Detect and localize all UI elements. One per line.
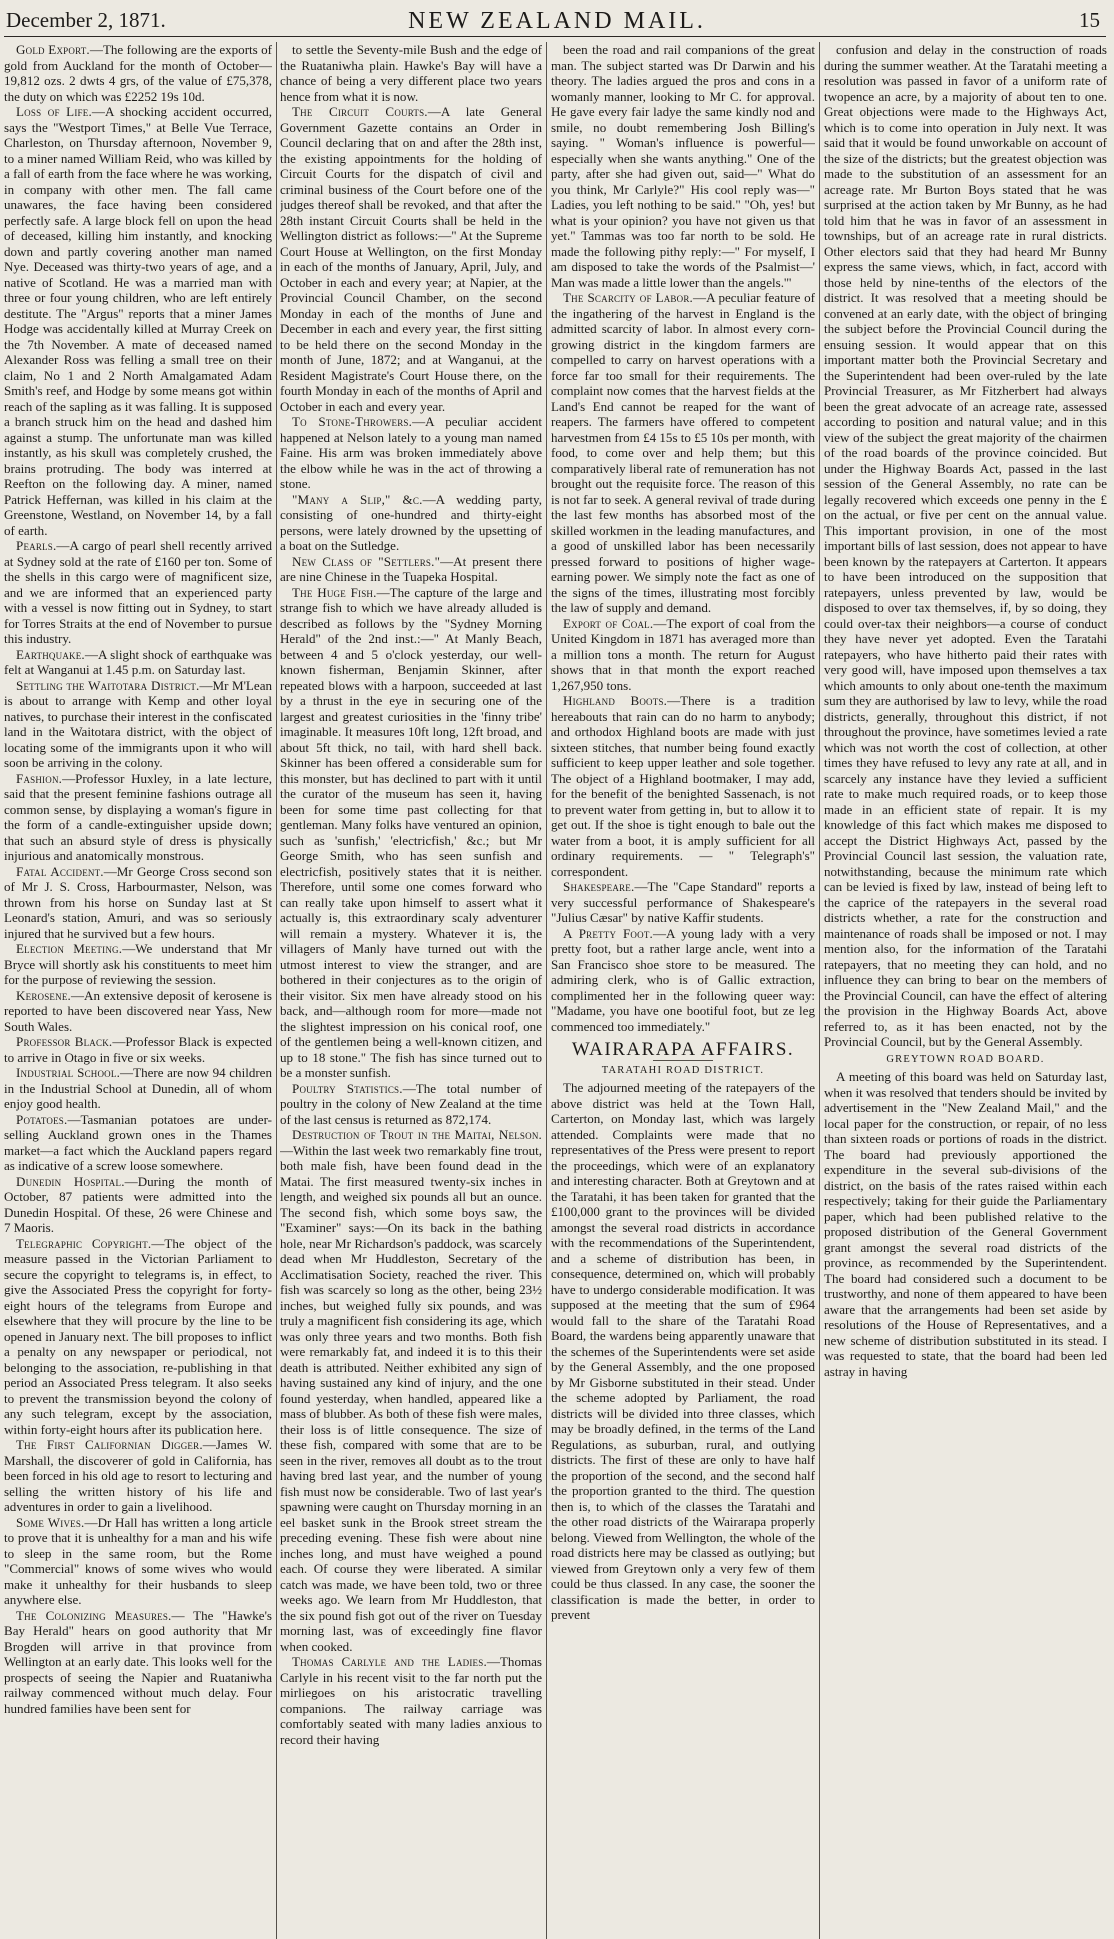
article-heading: Some Wives. <box>16 1514 85 1530</box>
article-heading: Thomas Carlyle and the Ladies. <box>292 1654 487 1669</box>
article-paragraph <box>551 693 815 879</box>
masthead-rule <box>4 36 1106 37</box>
article-text: —Mr M'Lean is about to arrange with Kemp and other loyal natives, to purchase their interest in the confiscated land in the Waitotara district, with the object of locating some of the immigrants upon it who will soon be arriving in the colony. <box>4 677 272 770</box>
article-heading: The Circuit Courts. <box>292 104 428 119</box>
article-text: The adjourned meeting of the ratepayers of the above district was held at the Town Hall, Carterton, on Monday last, which was largely attended. Complaints were made that no representatives of the Press were present to report the proceedings, which were of an explanatory and interesting character. Both at Greytown and at the Taratahi, it has been taken for granted that the £100,000 grant to the provinces will be divided amongst the several road districts in accordance with the recommendations of the Superintendent, and a scheme of distribution has been, in consequence, determined on, which will probably have to undergo considerable modification. It was supposed at the meeting that the sum of £964 would fall to the share of the Taratahi Road Board, the wardens being apparently unaware that the schemes of the Superintendents were set aside by the General Assembly, and the one proposed by Mr Gisborne substituted in their stead. Under the scheme adopted by Parliament, the road districts will be divided into three classes, which may be broadly defined, in the terms of the Land Regulations, as suburban, rural, and outlying districts. The first of these are only to have half the proportion of the second, and the second half the proportion granted to the third. The question then is, to which of the classes the Taratahi and the other road districts of the Wairarapa properly belong. Viewed from Wellington, the whole of the road districts here may be classed as outlying; but viewed from Greytown only a very few of them could be thus classed. In any case, the sooner the classification is made the better, in order to prevent <box>551 1080 815 1622</box>
article-text: —Mr George Cross second son of Mr J. S. Cross, Harbourmaster, Nelson, was thrown from his horse on Sunday last at St Leonard's station, Amuri, and was so seriously injured that he survived but a few hours. <box>4 863 272 941</box>
article-heading: To Stone-Throwers. <box>292 414 413 429</box>
article-paragraph <box>551 1080 815 1623</box>
issue-date: December 2, 1871. <box>6 8 166 32</box>
column-divider <box>276 42 277 1939</box>
article-heading: The First Californian Digger. <box>16 1437 203 1452</box>
article-paragraph <box>4 1515 272 1608</box>
article-text: —Tasmanian potatoes are under-selling Auckland grown ones in the Thames market—a fact which the Auckland papers regard as indicative of a screw loose somewhere. <box>4 1111 272 1173</box>
article-text: —The following are the exports of gold from Auckland for the month of October—19,812 ozs. 2 dwts 4 grs, of the value of £75,378, the duty on which was £2252 19s 10d. <box>4 42 272 104</box>
article-text: —Professor Black is expected to arrive in Otago in five or six weeks. <box>4 1034 272 1065</box>
article-text: —A cargo of pearl shell recently arrived at Sydney sold at the rate of £160 per ton. Some of the shells in this cargo were of magnificent size, and we are informed that an experienced party with a vessel is now fitting out in Sydney, to start for Torres Straits at the end of November to pursue this industry. <box>4 538 272 646</box>
article-paragraph <box>824 1069 1107 1379</box>
subsection-title: GREYTOWN ROAD BOARD. <box>886 1053 1045 1065</box>
article-heading: Telegraphic Copyright. <box>16 1235 152 1251</box>
article-paragraph <box>280 1127 542 1654</box>
article-heading: Election Meeting. <box>16 941 123 956</box>
article-paragraph <box>4 1112 272 1174</box>
subsection-title: TARATAHI ROAD DISTRICT. <box>601 1064 765 1076</box>
article-paragraph <box>551 879 815 926</box>
article-heading: Pearls. <box>16 538 57 553</box>
article-text: —A peculiar feature of the ingathering of the harvest in England is the admitted scarcity of labor. In almost every corn-growing district in the kingdom farmers are compelled to carry on harvest operations with a force far too small for their requirements. The complaint now comes that the harvest fields at the Land's End cannot be reaped for the want of reapers. The farmers have offered to competent harvestmen from £4 15s to £5 10s per month, with food, to come over and help them; but this comparatively liberal rate of remuneration has not brought out the requisite force. The reason of this is not far to seek. A general revival of trade during the last few months has absorbed most of the skilled workmen in the leading manufactures, and a good of unskilled labor has been necessarily pressed forward to positions of higher wage-earning power. We simply note the fact as one of the signs of the times, illustrating most forcibly the law of supply and demand. <box>551 290 815 615</box>
article-text: —The total number of poultry in the colony of New Zealand at the time of the last census is returned as 872,174. <box>280 1080 542 1127</box>
article-heading: New Class of "Settlers." <box>292 553 441 569</box>
article-text: —Within the last week two remarkably fine trout, both male fish, have been found dead in the Matai. The first measured twenty-six inches in length, and weighed six pounds all but an ounce. The second fish, which some boys saw, the "Examiner" says:—On its back in the bathing hole, near Mr Richardson's paddock, was scarcely dead when Mr Huddleston, Secretary of the Acclimatisation Society, reached the river. This fish was scarcely so long as the other, being 23½ inches, but weighed fully six pounds, and was truly a magnificent fish considering its age, which was only three years and two months. Both fish were remarkably fat, and indeed it is to this their death is attributed. Neither exhibited any sign of having sustained any kind of injury, and the one found yesterday, when handled, appeared like a mass of blubber. As both of these fish were males, their loss is of little consequence. The size of these fish, compared with some that are to be seen in the river, removes all doubt as to the trout having bred last year, and the number of young fish must now be considerable. Two of last year's spawning were caught on Thursday morning in an eel basket sunk in the Brook street stream the preceding evening. These fish were about nine inches long, and must have weighed a pound each. Of course they were liberated. A similar catch was made, we have been told, two or three weeks ago. We learn from Mr Huddleston, that the six pound fish got out of the river on Tuesday morning last, was of exceedingly fine flavor when cooked. <box>280 1142 542 1654</box>
article-heading: Professor Black. <box>16 1034 113 1049</box>
article-paragraph <box>4 941 272 988</box>
article-heading: The Huge Fish. <box>292 584 377 600</box>
article-paragraph <box>4 771 272 864</box>
article-paragraph <box>280 1081 542 1128</box>
article-paragraph <box>4 678 272 771</box>
article-paragraph <box>4 538 272 647</box>
article-text: —A peculiar accident happened at Nelson lately to a young man named Faine. His arm was broken immediately above the elbow while he was in the act of throwing a stone. <box>280 414 542 491</box>
article-heading: Dunedin Hospital. <box>16 1173 125 1189</box>
article-text: —The "Cape Standard" reports a very successful performance of Shakespeare's "Julius Cæsar" by native Kaffir students. <box>551 879 815 925</box>
article-paragraph <box>551 290 815 616</box>
column-divider <box>546 42 547 1939</box>
article-text: —A slight shock of earthquake was felt at Wanganui at 1.45 p.m. on Saturday last. <box>4 646 272 677</box>
article-text: —There is a tradition hereabouts that rain can do no harm to anybody; and orthodox Highland boots are made with just sixteen stitches, that number being found exactly sufficient to keep upper leather and sole together. The object of a Highland bootmaker, I may add, for the benefit of the benighted Sassenach, is not to prevent water from getting in, but to allow it to get out. If the shoe is tight enough to bale out the water from a boot, it is amply sufficient for all ordinary requirements. — " Telegraph's" correspondent. <box>551 693 815 879</box>
article-heading: A Pretty Foot. <box>563 925 653 941</box>
article-paragraph <box>551 926 815 1035</box>
article-paragraph <box>280 585 542 1081</box>
article-paragraph <box>4 988 272 1035</box>
article-text: confusion and delay in the construction of roads during the summer weather. At the Taratahi meeting a resolution was passed in favor of a uniform rate of twopence an acre, by a majority of about ten to one. Great objections were made to the Highways Act, which is to come into operation in July next. It was said that it would be found unworkable on account of the size of the districts; but the greatest objection was made to the substitution of an assessment for an acreage rate. Mr Burton Boys stated that he was surprised at the action taken by Mr Bunny, as he had told him that he was in favor of an assessment in townships, but of an acreage rate in rural districts. Other electors said that they had heard Mr Bunny express the same views, which, in fact, accord with those held by nine-tenths of the electors of the district. It was resolved that a meeting should be convened at an early date, with the object of bringing the subject before the Provincial Council during the ensuing session. It would appear that on this important matter both the Provincial Secretary and the Superintendent had been over-ruled by the late Provincial Treasurer, as Mr Fitzherbert had always been the great advocate of an acreage rate, assessed according to position and natural value; and in this view of the subject the great majority of the chairmen of the road boards of the province coincided. But under the Highway Boards Act, passed in the last session of the General Assembly, no rate can be legally recovered which exceeds one penny in the £ on the actual, or five per cent on the annual value. This important provision, in one of the most important bills of last session, does not appear to have been known by the ratepayers at Carterton. It appears to have been introduced on the supposition that ratepayers, unless prevented by law, would be disposed to over tax themselves, if, by so doing, they could over-tax their neighbors—a course of conduct they have never yet adopted. Even the Taratahi ratepayers, who have hitherto paid their rates with very good will, have imposed upon themselves a tax which amounts to only about one-tenth the maximum sum they are authorised by law to levy, while the road districts, generally, throughout this district, if not throughout the province, have sometimes levied a rate which was not worth the cost of collection, at other times they have refused to levy any rate at all, and in scarcely any instance have they levied a sufficient rate to make much required roads, or to keep those made in an efficient state of repair. It is my knowledge of this fact which makes me disposed to accept the District Highways Act, passed by the Provincial Council last session, the valuation rate, notwithstanding, because the minimum rate which can be levied is fixed by law, instead of being left to the caprice of the ratepayers in the several road districts whether, a rate for the construction and maintenance of roads shall be imposed or not. I may mention also, for the information of the Taratahi ratepayers, that no meeting they can hold, and no influence they can bring to bear on the members of the Provincial Council, can have the effect of altering the provision in the Highway Boards Act, above referred to, as it has been enacted, not by the Provincial Council, but by the General Assembly. <box>824 42 1107 1049</box>
article-text: —Professor Huxley, in a late lecture, said that the present feminine fashions outrage all common sense, by displaying a woman's figure in the form of a candle-extinguisher upside down; that such an absurd style of dress is physically injurious and anatomically monstrous. <box>4 770 272 863</box>
article-text: —James W. Marshall, the discoverer of gold in California, has been forced in his old age to resort to lecturing and selling the written history of his life and adventures in order to gain a livelihood. <box>4 1437 272 1514</box>
article-paragraph <box>4 1065 272 1112</box>
article-paragraph <box>4 1174 272 1236</box>
column-4 <box>824 42 1107 1939</box>
article-heading: Fatal Accident. <box>16 863 104 879</box>
article-paragraph <box>280 492 542 554</box>
section-title: WAIRARAPA AFFAIRS. <box>571 1039 795 1060</box>
article-text: —We understand that Mr Bryce will shortly ask his constituents to meet him for the purpose of reviewing the session. <box>4 941 272 987</box>
article-text: —Thomas Carlyle in his recent visit to the far north put the mirliegoes on his aristocratic travelling companions. The railway carriage was comfortably seated with many ladies anxious to record their having <box>280 1654 542 1747</box>
article-heading: Shakespeare. <box>563 879 635 894</box>
column-1 <box>4 42 272 1939</box>
article-paragraph <box>551 616 815 694</box>
newspaper-title: NEW ZEALAND MAIL. <box>408 8 706 34</box>
article-paragraph <box>280 1654 542 1747</box>
article-paragraph <box>4 104 272 538</box>
article-paragraph <box>4 42 272 104</box>
article-text: to settle the Seventy-mile Bush and the edge of the Ruataniwha plain. Hawke's Bay will have a chance of being a very different place two years hence from what it is now. <box>280 42 542 104</box>
article-paragraph <box>280 554 542 585</box>
article-heading: Potatoes. <box>16 1111 68 1127</box>
article-text: —During the month of October, 87 patients were admitted into the Dunedin Hospital. Of these, 26 were Chinese and 7 Maoris. <box>4 1173 272 1235</box>
article-paragraph <box>4 864 272 942</box>
article-heading: The Scarcity of Labor. <box>563 290 694 305</box>
article-heading: Industrial School. <box>16 1065 121 1080</box>
article-text: —The capture of the large and strange fish to which we have already alluded is described as follows by the "Sydney Morning Herald" of the 2nd inst.:—" At Manly Beach, between 4 and 5 o'clock yesterday, our well-known fisherman, Benjamin Skinner, after repeated blows with a harpoon, succeeded at last by a thrust in the eye in securing one of the largest and greatest curiosities in the 'finny tribe' imaginable. It measures 10ft long, 12ft broad, and about 5ft thick, no tail, with hard shell back. Skinner has been offered a considerable sum for this monster, but has declined to part with it until the curator of the museum has seen it, having been for some time past collecting for that gentleman. Many folks have ventured an opinion, such as 'sunfish,' 'electricfish,' &c.; but Mr George Smith, who has seen sunfish and electricfish, positively states that it is neither. Therefore, until some one comes forward who can really take upon himself to assert what it actually is, this extraordinary scaly adventurer will remain a mystery. Whatever it is, the villagers of Manly have turned out with the utmost interest to view the stranger, and are bothered in their conjectures as to the origin of their visitor. Six men have already stood on his back, and—although room for more—made not the slightest impression on his conical roof, one of the gentlemen being a well-known citizen, and up to 18 stone." The fish has since turned out to be a monster sunfish. <box>280 584 542 1080</box>
column-2 <box>280 42 542 1939</box>
article-paragraph <box>280 42 542 104</box>
article-paragraph <box>4 1437 272 1515</box>
article-paragraph <box>4 1608 272 1717</box>
article-heading: Kerosene. <box>16 987 71 1003</box>
article-text: —A late General Government Gazette contains an Order in Council declaring that on and after the 28th inst, the existing appointments for the holding of Circuit Courts for the dispatch of civil and criminal business of the Court before one of the judges thereof shall be revoked, and that after the 28th instant Circuit Courts shall be held in the Wellington district as follows:—" At the Supreme Court House at Wellington, on the first Monday in each of the months of January, April, July, and October in each and every year; at Napier, at the Provincial Council Chamber, on the second Monday in each of the months of June and December in each and every year, the first sitting to be held there on the second Monday in the month of June, 1872; and at Wanganui, at the Resident Magistrate's Court House there, on the fourth Monday in each of the months of April and October in each and every year. <box>280 104 542 414</box>
article-text: —At present there are nine Chinese in the Tuapeka Hospital. <box>280 553 542 584</box>
article-heading: "Many a Slip," &c. <box>292 491 423 507</box>
article-paragraph <box>4 1034 272 1065</box>
page-number: 15 <box>1079 8 1100 32</box>
article-text: —The export of coal from the United Kingdom in 1871 has averaged more than a million tons a month. The return for August shows that in that month the export reached 1,267,950 tons. <box>551 615 815 693</box>
column-3 <box>551 42 815 1939</box>
article-paragraph <box>280 414 542 492</box>
article-text: —There are now 94 children in the Industrial School at Dunedin, all of whom enjoy good health. <box>4 1065 272 1111</box>
article-paragraph <box>551 42 815 290</box>
article-paragraph <box>4 1236 272 1438</box>
column-divider <box>819 42 820 1939</box>
article-text: —A shocking accident occurred, says the "Westport Times," at Belle Vue Terrace, Charleston, on Thursday afternoon, November 9, to a miner named William Reid, who was killed by a fall of earth from the face where he was working, in company with other men. The fall came unawares, the face having been considered perfectly safe. A large block fell on upon the head of deceased, killing him instantly, and knocking down and partly covering another man named Nye. Deceased was thirty-two years of age, and a native of Scotland. He was a married man with three or four young children, who are left entirely destitute. The "Argus" reports that a miner James Hodge was accidentally killed at Murray Creek on the 7th November. A mate of deceased named Alexander Ross was felling a small tree on their claim, No 1 and 2 North Amalgamated Adam Smith's reef, and Hodge by some means got within reach of the sapling as it was falling. It is supposed a branch struck him on the head and dashed him against a stump. The unfortunate man was killed instantly, as his skull was completely crushed, the brains protruding. The body was interred at Reefton on the following day. A miner, named Patrick Heffernan, was killed in his claim at the Greenstone, Westland, on November 14, by a fall of earth. <box>4 104 272 538</box>
masthead <box>0 6 1114 40</box>
article-text: A meeting of this board was held on Saturday last, when it was resolved that tenders should be invited by advertisement in the "New Zealand Mail," and the local paper for the construction, or repair, of no less than sixteen roads or portions of roads in the district. The board had previously apportioned the expenditure in the several sub-divisions of the district, on the basis of the rates raised within each respectively; taking for their guide the Parliamentary paper, which had been published relative to the proposed distribution of the General Government grant amongst the several road districts of the province, as recommended by the Superintendent. The board had considered such a document to be trustworthy, and none of them appeared to have been aware that the arrangements had been set aside by resolutions of the House of Representatives, and a new scheme of distribution substituted in its stead. I was requested to state, that the board had been led astray in having <box>824 1069 1107 1379</box>
article-heading: Settling the Waitotara District. <box>16 677 200 693</box>
article-heading: The Colonizing Measures. <box>16 1607 172 1623</box>
article-paragraph <box>824 42 1107 1050</box>
article-text: —A wedding party, consisting of one-hundred and thirty-eight persons, were lately drowned by the upsetting of a boat on the Sutledge. <box>280 491 542 553</box>
article-heading: Earthquake. <box>16 646 85 662</box>
article-text: —Dr Hall has written a long article to prove that it is unhealthy for a man and his wife to sleep in the same room, but the Rome "Commercial" knows of some wives who would make it unhealthy for their husbands to sleep anywhere else. <box>4 1514 272 1607</box>
article-text: —An extensive deposit of kerosene is reported to have been discovered near Yass, New South Wales. <box>4 987 272 1034</box>
article-heading: Export of Coal. <box>563 615 654 631</box>
article-text: — The "Hawke's Bay Herald" hears on good authority that Mr Brogden will arrive in that province from Wellington at an early date. This looks well for the prospects of seeing the Napier and Ruataniwha railway commenced without much delay. Four hundred families have been sent for <box>4 1607 272 1716</box>
article-heading: Poultry Statistics. <box>292 1080 403 1096</box>
article-paragraph <box>280 104 542 414</box>
article-heading: Highland Boots. <box>563 693 668 708</box>
article-text: been the road and rail companions of the great man. The subject started was Dr Darwin and his theory. The ladies argued the pros and cons in a womanly manner, looking to Mr C. for approval. He gave every fair ladye the same kindly nod and smile, no doubt remembering Josh Billing's saying. " Woman's influence is powerful—especially when she wants anything." One of the party, after she had given out, said—" What do you think, Mr Carlyle?" His cool reply was—" Ladies, you left nothing to be said." "Oh, yes! but what is your opinion? you have not given us that yet." Tammas was too far north to be sold. He made the following pithy reply:—" For myself, I am disposed to take the words of the Psalmist—' Man was made a little lower than the angels.'" <box>551 42 815 290</box>
article-heading: Gold Export. <box>16 42 90 57</box>
article-heading: Destruction of Trout in the Maitai, Nelson. <box>292 1127 542 1142</box>
article-paragraph <box>4 647 272 678</box>
article-text: —The object of the measure passed in the Victorian Parliament to secure the copyright to telegrams is, in effect, to give the Associated Press the copyright for forty-eight hours of the telegrams from Europe and elsewhere that they will procure by the line to be opened in January next. The bill proposes to inflict a penalty on any newspaper or periodical, not belonging to the association, re-publishing in that period an Associated Press telegram. It also seeks to prevent the transmission beyond the colony of any such telegram, except by the association, within forty-eight hours after its publication here. <box>4 1235 272 1437</box>
article-heading: Fashion. <box>16 770 63 786</box>
article-text: —A young lady with a very pretty foot, but a rather large ancle, went into a San Francisco shoe store to be measured. The admiring clerk, who is of Gallic extraction, complimented her in the following queer way: "Madame, you have one bootiful foot, but ze leg commenced too immediately." <box>551 925 815 1034</box>
article-heading: Loss of Life. <box>16 104 92 119</box>
